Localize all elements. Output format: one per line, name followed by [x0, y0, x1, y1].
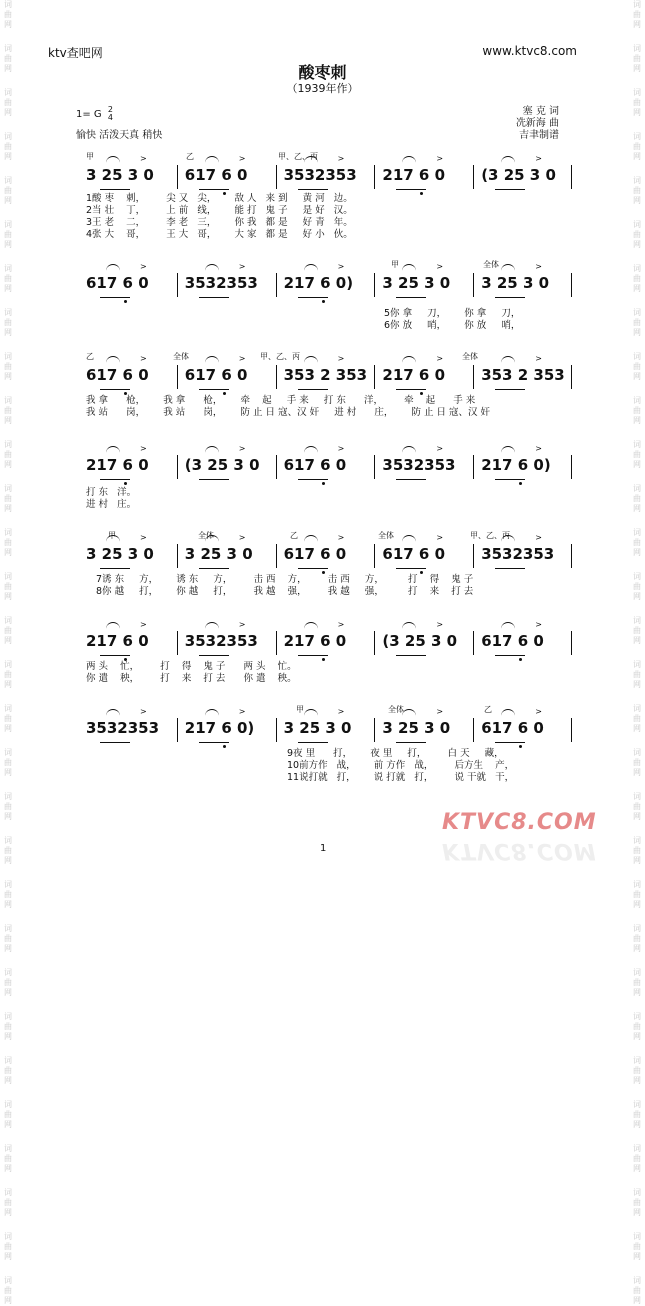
measure-notes: 217 6 0 [86, 456, 149, 474]
song-year: （1939年作） [286, 82, 359, 95]
barline [276, 631, 277, 655]
beam-underline [100, 297, 130, 298]
accent-mark: > [140, 354, 147, 363]
accent-mark: > [436, 154, 444, 163]
section-marker: 乙 [186, 152, 194, 161]
accent-mark: > [337, 620, 345, 629]
watermark-glyph: 词 曲 网 [4, 792, 12, 821]
lyric-line: 5你 拿 刀， 你 拿 刀， [384, 308, 521, 319]
watermark-glyph: 词 曲 网 [4, 264, 12, 293]
measure-notes: 617 6 0 [86, 366, 149, 384]
accent-mark: > [140, 154, 147, 163]
watermark-glyph: 词 曲 网 [4, 0, 12, 29]
lyric-line: 4张 大 哥， 王 大 哥， 大 家 都 是 好 小 伙。 [86, 229, 353, 240]
beam-underline [396, 189, 426, 190]
measure-notes: (3 25 3 0 [481, 166, 556, 184]
accent-mark: > [535, 620, 542, 629]
slur-mark [106, 264, 120, 271]
slur-mark [304, 156, 318, 163]
watermark-glyph: 词 曲 网 [4, 660, 12, 689]
beam-underline [298, 297, 328, 298]
slur-mark [205, 709, 219, 716]
slur-mark [402, 622, 416, 629]
page-number: 1 [320, 843, 327, 854]
measure-notes: 217 6 0) [481, 456, 551, 474]
beam-underline [100, 655, 130, 656]
watermark-glyph: 词 曲 网 [4, 396, 12, 425]
slur-mark [106, 709, 120, 716]
watermark-glyph: 词 曲 网 [633, 968, 641, 997]
beam-underline [495, 389, 525, 390]
section-marker: 甲 [108, 531, 116, 540]
lyric-line: 我 拿 枪， 我 拿 枪， 牵 起 手 来 打 东 洋， 牵 起 手 来 [86, 395, 476, 406]
barline [374, 365, 375, 389]
watermark-glyph: 词 曲 网 [633, 1144, 641, 1173]
section-marker: 全体 [388, 705, 404, 714]
slur-mark [501, 535, 515, 542]
watermark-glyph: 词 曲 网 [4, 572, 12, 601]
watermark-glyph: 词 曲 网 [633, 1012, 641, 1041]
watermark-glyph: 词 曲 网 [4, 1100, 12, 1129]
site-logo-reflection: KTVC8.COM [442, 838, 597, 863]
measure-notes: 3 25 3 0 [481, 274, 550, 292]
watermark-glyph: 词 曲 网 [633, 220, 641, 249]
low-octave-dot [519, 658, 522, 661]
watermark-glyph: 词 曲 网 [633, 748, 641, 777]
watermark-glyph: 词 曲 网 [4, 1232, 12, 1261]
barline [374, 718, 375, 742]
accent-mark: > [140, 707, 147, 716]
barline [177, 365, 178, 389]
measure-notes: 3 25 3 0 [382, 274, 451, 292]
beam-underline [199, 297, 229, 298]
section-marker: 甲、乙、丙 [260, 352, 300, 361]
accent-mark: > [140, 444, 147, 453]
low-octave-dot [420, 192, 423, 195]
slur-mark [205, 356, 219, 363]
watermark-glyph: 词 曲 网 [633, 880, 641, 909]
watermark-glyph: 词 曲 网 [4, 1188, 12, 1217]
slur-mark [304, 622, 318, 629]
barline [276, 365, 277, 389]
beam-underline [199, 389, 229, 390]
accent-mark: > [337, 354, 345, 363]
lyric-line: 两 头 忙， 打 得 鬼 子 两 头 忙。 [86, 661, 297, 672]
barline [571, 273, 572, 297]
barline [276, 273, 277, 297]
accent-mark: > [436, 533, 444, 542]
beam-underline [199, 655, 229, 656]
measure-notes: 3532353 [86, 719, 160, 737]
slur-mark [106, 156, 120, 163]
beam-underline [495, 297, 525, 298]
accent-mark: > [337, 707, 345, 716]
watermark-glyph: 词 曲 网 [633, 528, 641, 557]
left-watermark-strip [2, 0, 14, 1305]
accent-mark: > [238, 354, 246, 363]
lyricist-credit: 塞 克 词 [522, 106, 559, 117]
lyric-line: 10前方作 战， 前 方作 战， 后方生 产， [287, 760, 515, 771]
beam-underline [396, 479, 426, 480]
lyric-line: 打 东 洋。 [86, 487, 137, 498]
beam-underline [100, 568, 130, 569]
measure-notes: 617 6 0 [283, 545, 347, 563]
key-text: 1= G [76, 109, 102, 120]
section-marker: 乙 [86, 352, 94, 361]
section-marker: 甲 [296, 705, 304, 714]
slur-mark [402, 156, 416, 163]
slur-mark [106, 446, 120, 453]
time-sig-top: 2 [107, 105, 113, 114]
barline [571, 631, 572, 655]
accent-mark: > [238, 533, 246, 542]
beam-underline [199, 742, 229, 743]
watermark-glyph: 词 曲 网 [4, 616, 12, 645]
measure-notes: 3 25 3 0 [86, 166, 154, 184]
beam-underline [100, 742, 130, 743]
watermark-glyph: 词 曲 网 [4, 352, 12, 381]
accent-mark: > [337, 262, 345, 271]
watermark-glyph: 词 曲 网 [4, 1012, 12, 1041]
lyric-line: 6你 放 哨， 你 放 哨， [384, 320, 521, 331]
site-logo: KTVC8.COM [442, 810, 597, 835]
right-watermark-strip [631, 0, 643, 1305]
accent-mark: > [140, 533, 147, 542]
beam-underline [100, 479, 130, 480]
section-marker: 甲、乙、丙 [470, 531, 510, 540]
slur-mark [304, 264, 318, 271]
beam-underline [396, 389, 426, 390]
watermark-glyph: 词 曲 网 [633, 704, 641, 733]
watermark-glyph: 词 曲 网 [4, 484, 12, 513]
beam-underline [495, 189, 525, 190]
watermark-glyph: 词 曲 网 [4, 88, 12, 117]
barline [177, 273, 178, 297]
watermark-glyph: 词 曲 网 [4, 704, 12, 733]
lyric-line: 你 遣 秧， 打 来 打 去 你 遣 秧。 [86, 673, 297, 684]
watermark-glyph: 词 曲 网 [4, 968, 12, 997]
beam-underline [298, 479, 328, 480]
watermark-glyph: 词 曲 网 [4, 220, 12, 249]
watermark-glyph: 词 曲 网 [4, 44, 12, 73]
accent-mark: > [140, 262, 147, 271]
slur-mark [501, 446, 515, 453]
barline [177, 544, 178, 568]
slur-mark [205, 264, 219, 271]
accent-mark: > [535, 444, 542, 453]
barline [473, 365, 474, 389]
watermark-glyph: 词 曲 网 [4, 176, 12, 205]
measure-notes: 217 6 0) [184, 719, 255, 737]
accent-mark: > [436, 707, 444, 716]
slur-mark [304, 356, 318, 363]
watermark-glyph: 词 曲 网 [4, 528, 12, 557]
barline [276, 718, 277, 742]
watermark-glyph: 词 曲 网 [4, 1144, 12, 1173]
watermark-glyph: 词 曲 网 [633, 1056, 641, 1085]
barline [571, 365, 572, 389]
beam-underline [495, 742, 525, 743]
beam-underline [100, 389, 130, 390]
slur-mark [304, 446, 318, 453]
beam-underline [396, 297, 426, 298]
low-octave-dot [322, 658, 325, 661]
composer-credit: 冼新海 曲 [515, 118, 559, 129]
slur-mark [501, 709, 515, 716]
barline [473, 273, 474, 297]
section-marker: 全体 [173, 352, 189, 361]
barline [473, 718, 474, 742]
accent-mark: > [238, 262, 246, 271]
slur-mark [106, 622, 120, 629]
barline [374, 631, 375, 655]
barline [177, 455, 178, 479]
measure-notes: 3532353 [481, 545, 555, 563]
barline [177, 631, 178, 655]
accent-mark: > [140, 620, 147, 629]
watermark-glyph: 词 曲 网 [633, 836, 641, 865]
watermark-glyph: 词 曲 网 [633, 132, 641, 161]
measure-notes: 617 6 0 [184, 166, 248, 184]
accent-mark: > [238, 444, 246, 453]
section-marker: 全体 [198, 531, 214, 540]
beam-underline [396, 568, 426, 569]
barline [473, 544, 474, 568]
lyric-line: 11说打就 打， 说 打就 打， 说 干就 干， [287, 772, 515, 783]
accent-mark: > [436, 262, 444, 271]
watermark-glyph: 词 曲 网 [4, 132, 12, 161]
beam-underline [495, 479, 525, 480]
accent-mark: > [535, 262, 542, 271]
watermark-glyph: 词 曲 网 [633, 572, 641, 601]
slur-mark [501, 356, 515, 363]
slur-mark [106, 535, 120, 542]
watermark-glyph: 词 曲 网 [633, 352, 641, 381]
site-url-right: www.ktvc8.com [482, 44, 577, 58]
barline [473, 455, 474, 479]
beam-underline [298, 389, 328, 390]
barline [374, 273, 375, 297]
barline [276, 544, 277, 568]
slur-mark [402, 356, 416, 363]
watermark-glyph: 词 曲 网 [4, 1056, 12, 1085]
measure-notes: 617 6 0 [184, 366, 248, 384]
barline [374, 544, 375, 568]
accent-mark: > [337, 154, 345, 163]
slur-mark [501, 622, 515, 629]
low-octave-dot [223, 745, 226, 748]
watermark-glyph: 词 曲 网 [633, 792, 641, 821]
watermark-glyph: 词 曲 网 [633, 1100, 641, 1129]
slur-mark [402, 709, 416, 716]
slur-mark [205, 622, 219, 629]
watermark-glyph: 词 曲 网 [633, 1188, 641, 1217]
time-sig-bottom: 4 [107, 113, 113, 122]
accent-mark: > [535, 533, 542, 542]
section-marker: 甲 [86, 152, 94, 161]
watermark-glyph: 词 曲 网 [4, 748, 12, 777]
lyric-line: 2当 壮 丁， 上 前 线， 能 打 鬼 子 是 好 汉。 [86, 205, 353, 216]
accent-mark: > [337, 444, 345, 453]
watermark-glyph: 词 曲 网 [4, 924, 12, 953]
watermark-glyph: 词 曲 网 [633, 44, 641, 73]
watermark-glyph: 词 曲 网 [633, 308, 641, 337]
watermark-glyph: 词 曲 网 [633, 924, 641, 953]
measure-notes: 3 25 3 0 [382, 719, 451, 737]
slur-mark [205, 156, 219, 163]
slur-mark [402, 446, 416, 453]
barline [177, 718, 178, 742]
measure-notes: 3532353 [184, 632, 258, 650]
accent-mark: > [535, 354, 542, 363]
beam-underline [495, 568, 525, 569]
measure-notes: 617 6 0 [283, 456, 347, 474]
measure-notes: 617 6 0 [86, 274, 149, 292]
barline [473, 631, 474, 655]
measure-notes: 217 6 0 [382, 366, 446, 384]
barline [571, 165, 572, 189]
lyric-line: 1酸 枣 刺， 尖 又 尖， 敌 人 来 到 黄 河 边。 [86, 193, 353, 204]
watermark-glyph: 词 曲 网 [4, 440, 12, 469]
measure-notes: 353 2 353 [283, 366, 368, 384]
measure-notes: 3532353 [283, 166, 357, 184]
section-marker: 甲 [391, 260, 399, 269]
song-title: 酸枣刺 [298, 63, 347, 82]
accent-mark: > [535, 154, 542, 163]
barline [571, 718, 572, 742]
measure-notes: 3532353 [184, 274, 258, 292]
measure-notes: (3 25 3 0 [184, 456, 260, 474]
low-octave-dot [124, 300, 127, 303]
watermark-glyph: 词 曲 网 [633, 264, 641, 293]
measure-notes: 3 25 3 0 [184, 545, 253, 563]
watermark-glyph: 词 曲 网 [633, 660, 641, 689]
lyric-line: 进 村 庄。 [86, 499, 137, 510]
key-signature [76, 106, 113, 122]
measure-notes: 617 6 0 [481, 632, 544, 650]
beam-underline [495, 655, 525, 656]
beam-underline [396, 742, 426, 743]
slur-mark [205, 535, 219, 542]
slur-mark [304, 709, 318, 716]
beam-underline [199, 568, 229, 569]
watermark-glyph: 词 曲 网 [633, 0, 641, 29]
accent-mark: > [238, 620, 246, 629]
watermark-glyph: 词 曲 网 [4, 880, 12, 909]
accent-mark: > [436, 620, 444, 629]
low-octave-dot [322, 482, 325, 485]
barline [571, 544, 572, 568]
measure-notes: 217 6 0 [86, 632, 149, 650]
barline [276, 165, 277, 189]
slur-mark [402, 535, 416, 542]
accent-mark: > [238, 154, 246, 163]
low-octave-dot [519, 745, 522, 748]
slur-mark [501, 156, 515, 163]
accent-mark: > [436, 354, 444, 363]
measure-notes: (3 25 3 0 [382, 632, 458, 650]
beam-underline [298, 742, 328, 743]
measure-notes: 353 2 353 [481, 366, 565, 384]
lyric-line: 8你 越 打， 你 越 打， 我 越 强， 我 越 强， 打 来 打 去 [96, 586, 474, 597]
section-marker: 乙 [484, 705, 492, 714]
measure-notes: 617 6 0 [382, 545, 446, 563]
watermark-glyph: 词 曲 网 [633, 396, 641, 425]
beam-underline [396, 655, 426, 656]
lyric-line: 3王 老 二， 李 老 三， 你 我 都 是 好 青 年。 [86, 217, 353, 228]
watermark-glyph: 词 曲 网 [633, 1232, 641, 1261]
accent-mark: > [337, 533, 345, 542]
tempo-marking: 愉快 活泼天真 稍快 [76, 130, 163, 141]
lyric-line: 我 站 岗， 我 站 岗， 防 止 日 寇、汉 奸 进 村 庄， 防 止 日 寇、汉 奸 [86, 407, 491, 418]
barline [177, 165, 178, 189]
beam-underline [199, 479, 229, 480]
barline [276, 455, 277, 479]
beam-underline [298, 655, 328, 656]
watermark-glyph: 词 曲 网 [633, 1276, 641, 1305]
measure-notes: 217 6 0 [283, 632, 347, 650]
low-octave-dot [322, 300, 325, 303]
section-marker: 全体 [483, 260, 499, 269]
watermark-glyph: 词 曲 网 [633, 440, 641, 469]
watermark-glyph: 词 曲 网 [633, 176, 641, 205]
measure-notes: 617 6 0 [481, 719, 544, 737]
watermark-glyph: 词 曲 网 [4, 1276, 12, 1305]
beam-underline [298, 568, 328, 569]
slur-mark [304, 535, 318, 542]
slur-mark [501, 264, 515, 271]
transcriber-credit: 吉聿制谱 [519, 130, 559, 141]
measure-notes: 217 6 0 [382, 166, 446, 184]
section-marker: 全体 [378, 531, 394, 540]
slur-mark [106, 356, 120, 363]
lyric-line: 9夜 里 打， 夜 里 打， 白 天 藏， [287, 748, 504, 759]
accent-mark: > [436, 444, 444, 453]
barline [473, 165, 474, 189]
watermark-glyph: 词 曲 网 [4, 308, 12, 337]
accent-mark: > [238, 707, 246, 716]
time-signature [108, 106, 113, 122]
section-marker: 乙 [290, 531, 298, 540]
watermark-glyph: 词 曲 网 [633, 88, 641, 117]
barline [571, 455, 572, 479]
accent-mark: > [535, 707, 542, 716]
barline [374, 455, 375, 479]
slur-mark [402, 264, 416, 271]
section-marker: 全体 [462, 352, 478, 361]
slur-mark [205, 446, 219, 453]
watermark-glyph: 词 曲 网 [633, 484, 641, 513]
watermark-glyph: 词 曲 网 [633, 616, 641, 645]
watermark-glyph: 词 曲 网 [4, 836, 12, 865]
site-name-left: ktv查吧网 [48, 46, 103, 60]
measure-notes: 217 6 0) [283, 274, 354, 292]
barline [374, 165, 375, 189]
measure-notes: 3 25 3 0 [86, 545, 154, 563]
section-marker: 甲、乙、丙 [278, 152, 318, 161]
low-octave-dot [519, 482, 522, 485]
measure-notes: 3 25 3 0 [283, 719, 352, 737]
lyric-line: 7诱 东 方， 诱 东 方， 击 西 方， 击 西 方， 打 得 鬼 子 [96, 574, 474, 585]
measure-notes: 3532353 [382, 456, 456, 474]
